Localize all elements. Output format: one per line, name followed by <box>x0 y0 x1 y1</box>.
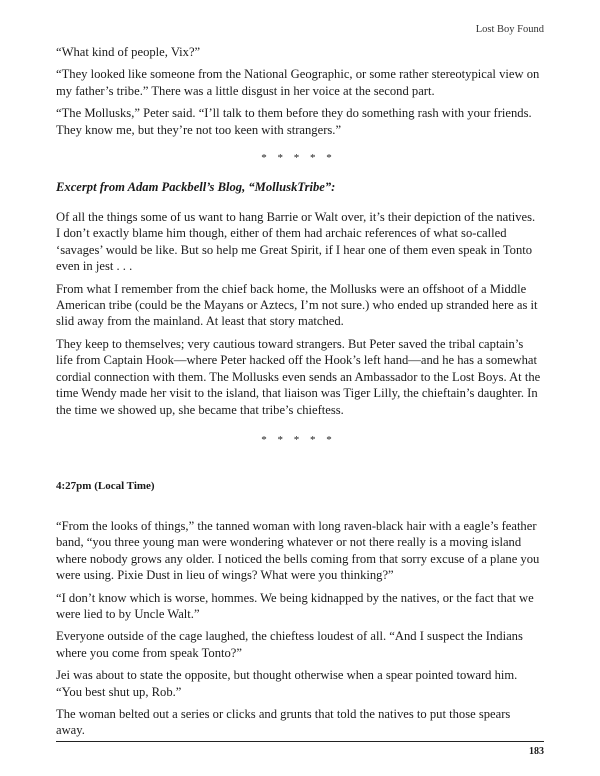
paragraph: They keep to themselves; very cautious toward strangers. But Peter saved the tribal captain’s life from Captain Hook—where Peter hacked off the Hook’s left hand—and he has a somewhat cordial connection with them. The Mollusks even sends an Ambassador to the Lost Boys. At the time Wendy made her visit to the island, that liaison was Tiger Lilly, the chieftain’s daughter. In the time we showed up, she became that tribe’s chieftess. <box>56 336 541 417</box>
running-head: Lost Boy Found <box>475 24 544 35</box>
blog-heading: Excerpt from Adam Packbell’s Blog, “MolluskTribe”: <box>56 180 336 195</box>
paragraph: Of all the things some of us want to hang Barrie or Walt over, it’s their depiction of the natives. I don’t exactly blame him though, either of them had archaic references of what so-called ‘savages’ would be like. But so help me Great Spirit, if I hear one of them even speak in Tonto even in jest . . . <box>56 210 536 274</box>
scene-break: * * * * * <box>261 152 336 165</box>
paragraph: Everyone outside of the cage laughed, the chieftess loudest of all. “And I suspect the Indians where you come from speak Tonto?” <box>56 629 523 660</box>
paragraph: Jei was about to state the opposite, but thought otherwise when a spear pointed toward him. “You best shut up, Rob.” <box>56 668 518 699</box>
paragraph: From what I remember from the chief back home, the Mollusks were an offshoot of a Middle American tribe (could be the Mayans or Aztecs, I’m not sure.) who ended up stranded here as it slid away from the mainland. At least that story matched. <box>56 281 538 329</box>
paragraph: “They looked like someone from the National Geographic, or some rather stereotypical view on my father’s tribe.” There was a little disgust in her voice at the second part. <box>56 67 540 98</box>
paragraph: The woman belted out a series or clicks and grunts that told the natives to put those spears away. <box>56 706 511 738</box>
paragraph: “From the looks of things,” the tanned woman with long raven-black hair with a eagle’s feather band, “you three young man were wondering whatever or not there really is a moving island where nobody grows any older. I noticed the bells coming from that sorry excuse of a plane you were using. Pixie Dust in lieu of wings? What were you thinking?” <box>56 518 540 583</box>
footer-rule <box>56 741 544 742</box>
section-dialogue-1 <box>56 44 541 138</box>
scene-break: * * * * * <box>261 433 336 446</box>
time-heading: 4:27pm (Local Time) <box>56 479 155 492</box>
paragraph: “What kind of people, Vix?” <box>56 45 201 59</box>
page-body <box>56 44 541 745</box>
paragraph: “I don’t know which is worse, hommes. We being kidnapped by the natives, or the fact that we were lied to by Uncle Walt.” <box>56 590 534 621</box>
paragraph: “The Mollusks,” Peter said. “I’ll talk to them before they do something rash with your friends. They know me, but they’re not too keen with strangers.” <box>56 106 532 137</box>
page-number: 183 <box>529 746 544 757</box>
blog-excerpt <box>56 180 541 418</box>
section-dialogue-2 <box>56 480 541 739</box>
